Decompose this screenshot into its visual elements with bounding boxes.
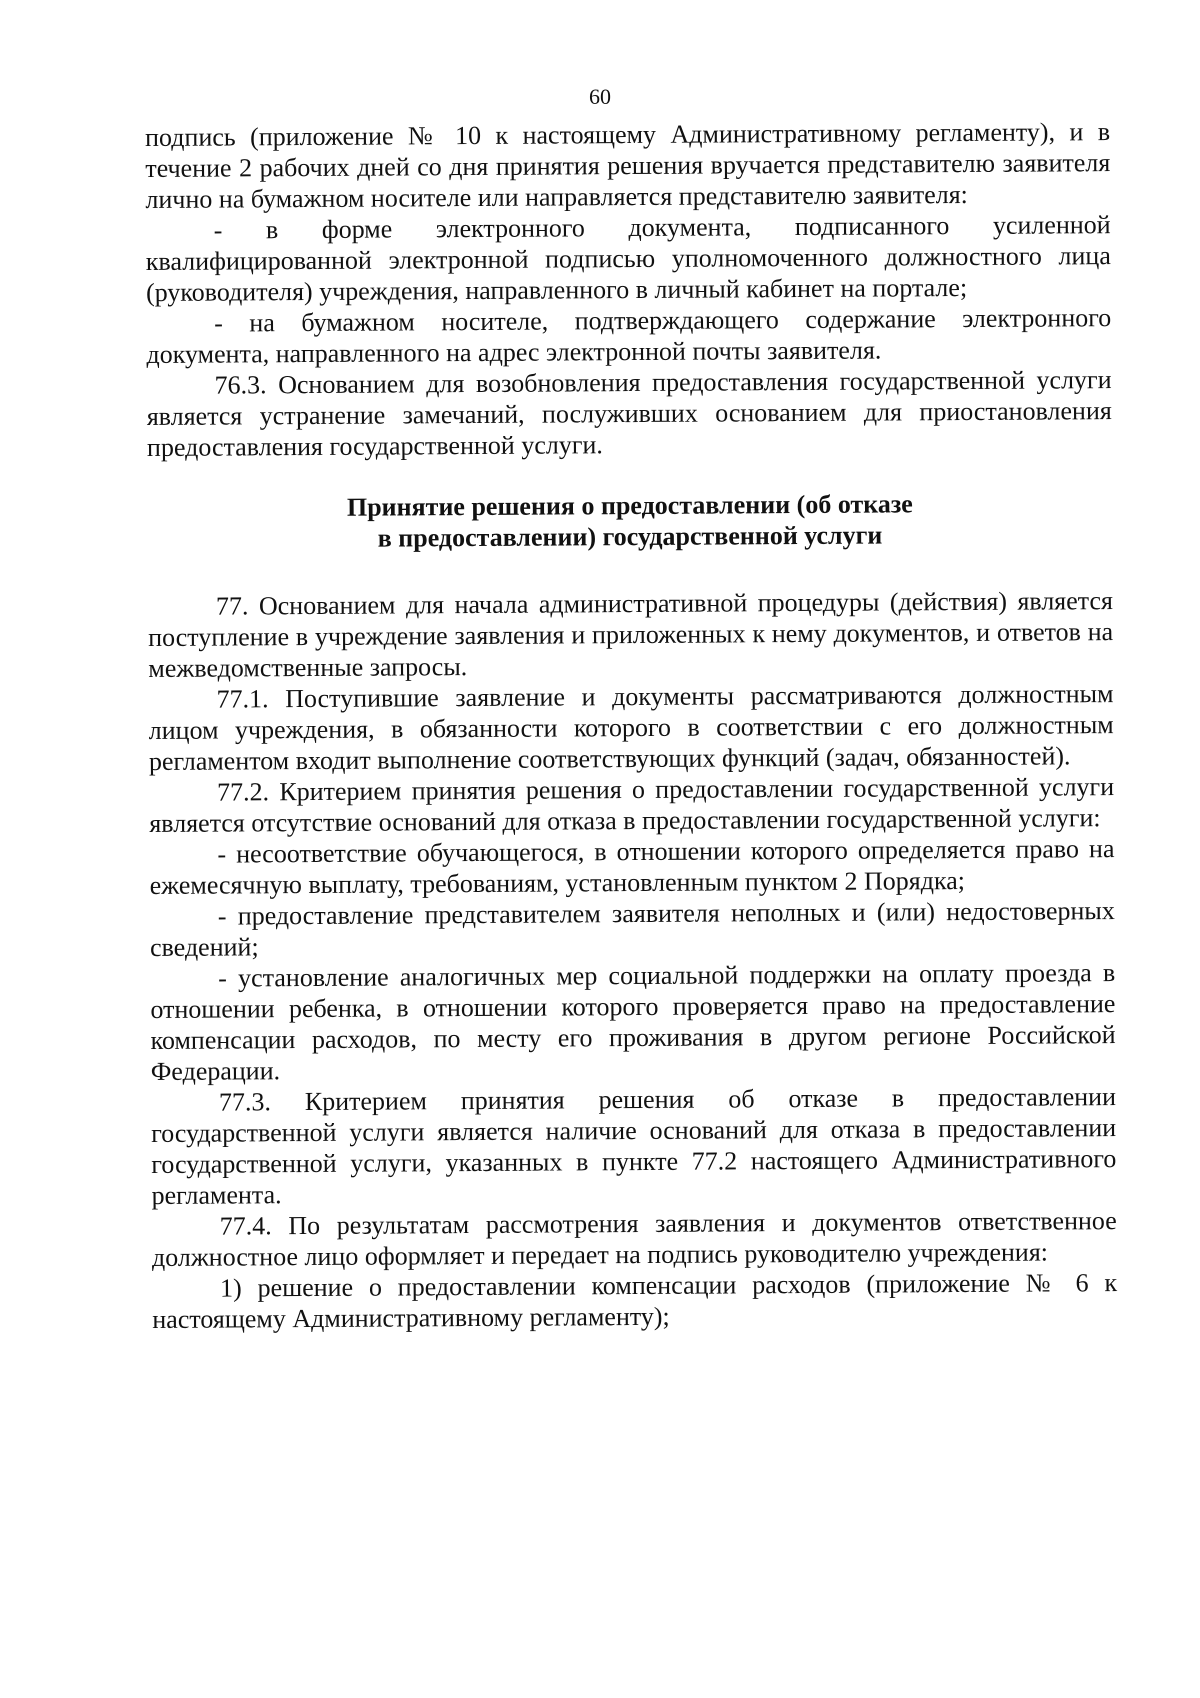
paragraph: 77.3. Критерием принятия решения об отказе в предоставлении государственной услуги является наличие оснований для отказа в предоставлении государственной услуги, указанных в пункте 77.2 настоящего Административного регламента.: [151, 1082, 1117, 1210]
page-number: 60: [589, 84, 611, 109]
paragraph: 1) решение о предоставлении компенсации расходов (приложение № 6 к настоящему Административному регламенту);: [152, 1268, 1118, 1334]
paragraph: - предоставление представителем заявителя неполных и (или) недостоверных сведений;: [149, 896, 1115, 962]
paragraph: 77. Основанием для начала административной процедуры (действия) является поступление в учреждение заявления и приложенных к нему документов, и ответов на межведомственные запросы.: [148, 586, 1114, 683]
paragraph: 76.3. Основанием для возобновления предоставления государственной услуги является устранение замечаний, послуживших основанием для приостановления предоставления государственной услуги.: [146, 365, 1112, 462]
paragraph: - в форме электронного документа, подписанного усиленной квалифицированной электронной подписью уполномоченного должностного лица (руководителя) учреждения, направленного в личный кабинет на портале;: [145, 210, 1111, 307]
paragraph: - несоответствие обучающегося, в отношении которого определяется право на ежемесячную выплату, требованиям, установленным пунктом 2 Порядка;: [149, 834, 1115, 900]
paragraph: 77.1. Поступившие заявление и документы рассматриваются должностным лицом учреждения, в обязанности которого в соответствии с его должностным регламентом входит выполнение соответствующих функций (задач, обязанностей).: [148, 679, 1114, 776]
section-heading-line: Принятие решения о предоставлении (об отказе: [346, 489, 913, 522]
document-body: [145, 116, 1117, 1335]
paragraph: подпись (приложение № 10 к настоящему Административному регламенту), и в течение 2 рабочих дней со дня принятия решения вручается представителю заявителя лично на бумажном носителе или направляется представителю заявителя:: [145, 117, 1111, 214]
paragraph: 77.2. Критерием принятия решения о предоставлении государственной услуги является отсутствие оснований для отказа в предоставлении государственной услуги:: [149, 772, 1115, 838]
paragraph: 77.4. По результатам рассмотрения заявления и документов ответственное должностное лицо оформляет и передает на подпись руководителю учреждения:: [151, 1206, 1117, 1272]
section-heading: [147, 487, 1112, 555]
section-heading-line: в предоставлении) государственной услуги: [377, 520, 883, 553]
paragraph: - на бумажном носителе, подтверждающего содержание электронного документа, направленного на адрес электронной почты заявителя.: [146, 303, 1112, 369]
paragraph: - установление аналогичных мер социальной поддержки на оплату проезда в отношении ребенка, в отношении которого проверяется право на предоставление компенсации расходов, по месту его проживания в другом регионе Российской Федерации.: [150, 958, 1116, 1086]
